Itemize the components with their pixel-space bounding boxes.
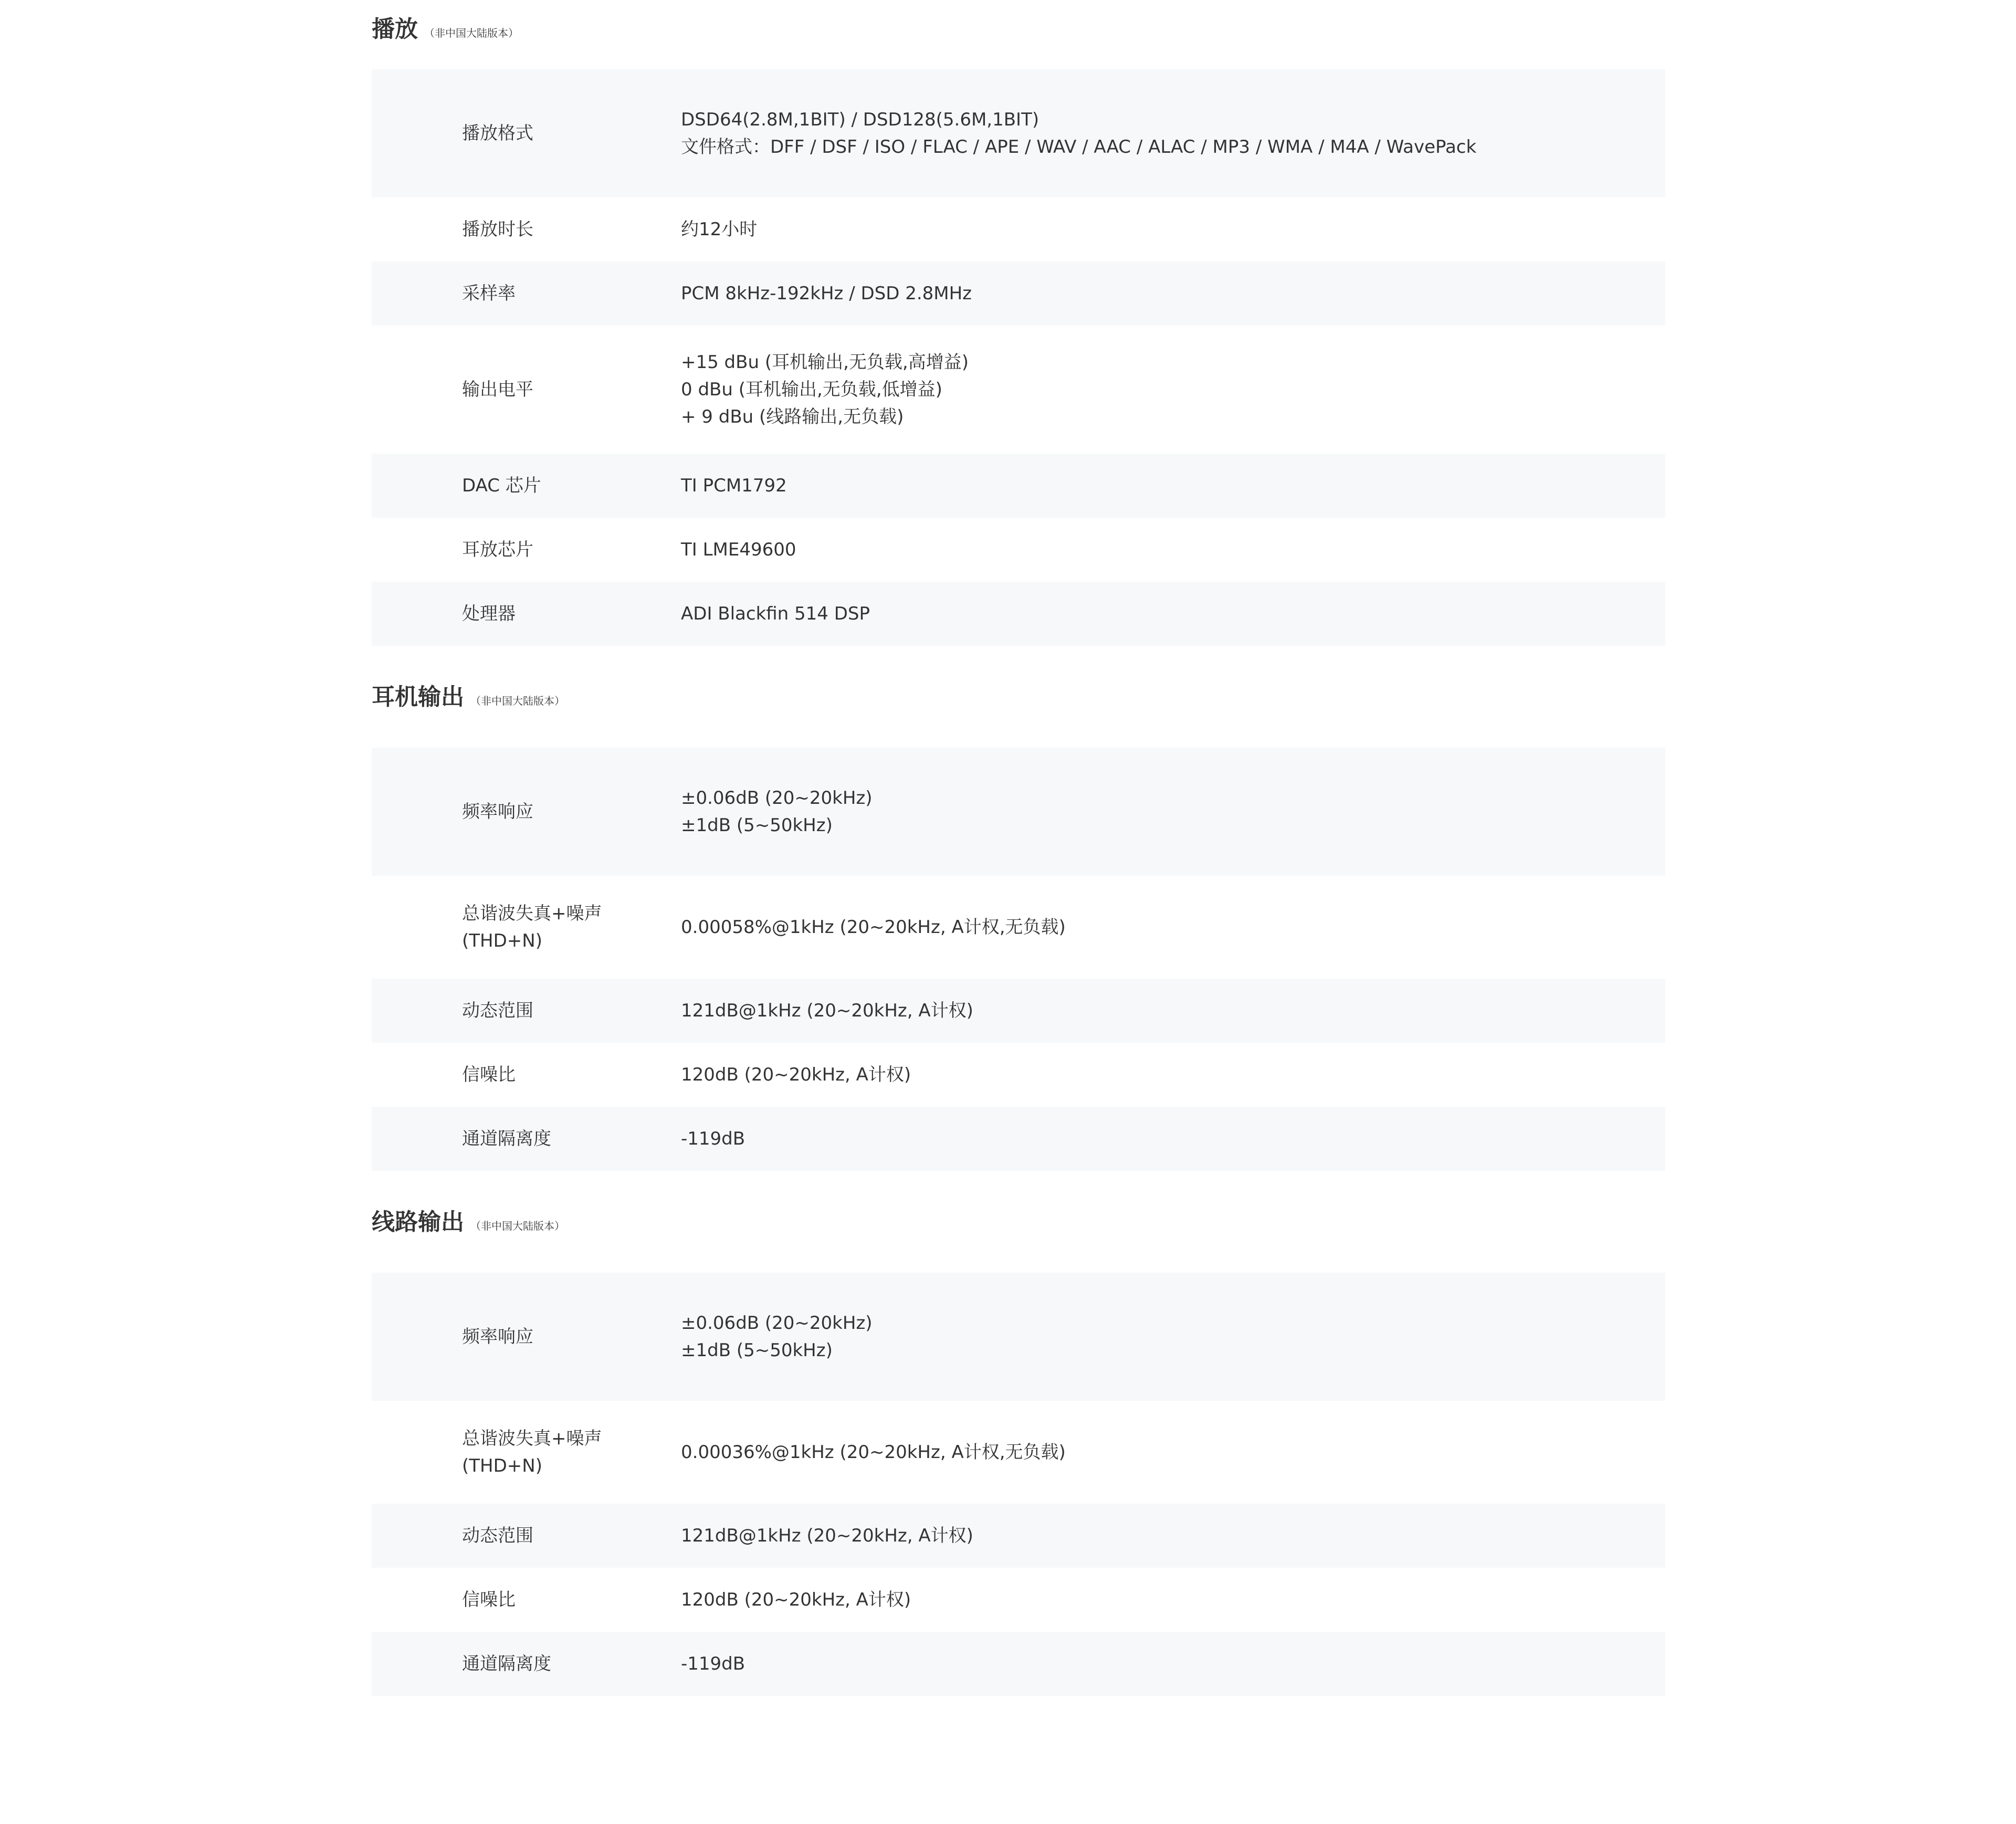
section-heading: 线路输出 [372, 1209, 464, 1235]
spec-row [372, 1632, 1665, 1696]
spec-row [372, 1107, 1665, 1171]
spec-label: 耳放芯片 [462, 539, 533, 560]
spec-value-line: 120dB (20~20kHz, A计权) [681, 1589, 911, 1610]
spec-value-line: 0.00058%@1kHz (20~20kHz, A计权,无负载) [681, 917, 1066, 938]
spec-value-line: 0 dBu (耳机输出,无负载,低增益) [681, 379, 942, 400]
spec-label: 动态范围 [462, 1525, 533, 1546]
spec-value-line: 120dB (20~20kHz, A计权) [681, 1064, 911, 1085]
spec-value-line: ±0.06dB (20~20kHz) [681, 788, 873, 809]
spec-row [372, 454, 1665, 518]
spec-label: 动态范围 [462, 1000, 533, 1021]
spec-content [372, 0, 1665, 1696]
spec-row [372, 1273, 1665, 1401]
spec-label: 通道隔离度 [462, 1128, 551, 1149]
spec-value-line: 121dB@1kHz (20~20kHz, A计权) [681, 1000, 973, 1021]
spec-row [372, 326, 1665, 454]
spec-value [681, 1309, 1665, 1364]
spec-value [681, 536, 1665, 563]
spec-row [372, 1504, 1665, 1568]
spec-value [681, 280, 1665, 307]
section-headphone-output [372, 646, 1665, 1171]
spec-label: 频率响应 [462, 1326, 533, 1347]
spec-label: 频率响应 [462, 801, 533, 822]
spec-value [681, 1061, 1665, 1088]
section-line-output [372, 1171, 1665, 1696]
spec-value [681, 600, 1665, 627]
spec-table [372, 69, 1665, 646]
spec-label: 采样率 [462, 283, 516, 304]
spec-label: 播放格式 [462, 123, 533, 144]
spec-value-line: 0.00036%@1kHz (20~20kHz, A计权,无负载) [681, 1442, 1066, 1463]
spec-value [681, 216, 1665, 243]
spec-row [372, 582, 1665, 646]
spec-row [372, 876, 1665, 979]
spec-label: 播放时长 [462, 219, 533, 240]
spec-value-line: 约12小时 [681, 219, 758, 240]
spec-value-line: ±1dB (5~50kHz) [681, 1340, 833, 1361]
spec-value [681, 1650, 1665, 1678]
spec-value-line: ±1dB (5~50kHz) [681, 815, 833, 836]
spec-row [372, 197, 1665, 261]
spec-value-line: ±0.06dB (20~20kHz) [681, 1313, 873, 1334]
section-note: （非中国大陆版本） [424, 27, 519, 39]
section-title [372, 1171, 1665, 1273]
spec-value [681, 1439, 1665, 1466]
spec-row [372, 518, 1665, 582]
section-note: （非中国大陆版本） [470, 1220, 565, 1232]
spec-value [681, 784, 1665, 839]
spec-label: 通道隔离度 [462, 1653, 551, 1674]
spec-row [372, 261, 1665, 326]
spec-value [681, 472, 1665, 499]
spec-value [681, 1522, 1665, 1549]
spec-label: DAC 芯片 [462, 475, 541, 496]
spec-label: 总谐波失真+噪声 (THD+N) [462, 1428, 602, 1476]
section-title [372, 0, 1665, 69]
spec-row [372, 748, 1665, 876]
spec-table [372, 748, 1665, 1171]
spec-table [372, 1273, 1665, 1696]
section-note: （非中国大陆版本） [470, 695, 565, 707]
spec-label: 处理器 [462, 603, 516, 624]
spec-value-line: -119dB [681, 1653, 746, 1674]
spec-value-line: 文件格式：DFF / DSF / ISO / FLAC / APE / WAV / AAC / ALAC / MP3 / WMA / M4A / WavePack [681, 137, 1477, 158]
section-heading: 播放 [372, 16, 418, 43]
section-playback [372, 0, 1665, 646]
spec-value-line: TI LME49600 [681, 539, 796, 560]
spec-value-line: ADI Blackfin 514 DSP [681, 603, 870, 624]
spec-row [372, 1401, 1665, 1504]
spec-label: 信噪比 [462, 1589, 516, 1610]
spec-value [681, 914, 1665, 941]
section-heading: 耳机输出 [372, 684, 464, 710]
spec-value [681, 1125, 1665, 1152]
spec-row [372, 69, 1665, 197]
section-title [372, 646, 1665, 748]
spec-value-line: +15 dBu (耳机输出,无负载,高增益) [681, 352, 969, 373]
spec-value-line: 121dB@1kHz (20~20kHz, A计权) [681, 1525, 973, 1546]
spec-value [681, 106, 1665, 161]
spec-row [372, 1568, 1665, 1632]
spec-value-line: PCM 8kHz-192kHz / DSD 2.8MHz [681, 283, 972, 304]
spec-value [681, 349, 1665, 431]
spec-value-line: + 9 dBu (线路输出,无负载) [681, 406, 904, 427]
spec-value [681, 1586, 1665, 1613]
spec-row [372, 1043, 1665, 1107]
spec-value-line: -119dB [681, 1128, 746, 1149]
spec-value [681, 997, 1665, 1024]
spec-value-line: DSD64(2.8M,1BIT) / DSD128(5.6M,1BIT) [681, 109, 1040, 130]
spec-label: 输出电平 [462, 379, 533, 400]
spec-label: 信噪比 [462, 1064, 516, 1085]
spec-label: 总谐波失真+噪声 (THD+N) [462, 903, 602, 951]
spec-value-line: TI PCM1792 [681, 475, 787, 496]
spec-row [372, 979, 1665, 1043]
